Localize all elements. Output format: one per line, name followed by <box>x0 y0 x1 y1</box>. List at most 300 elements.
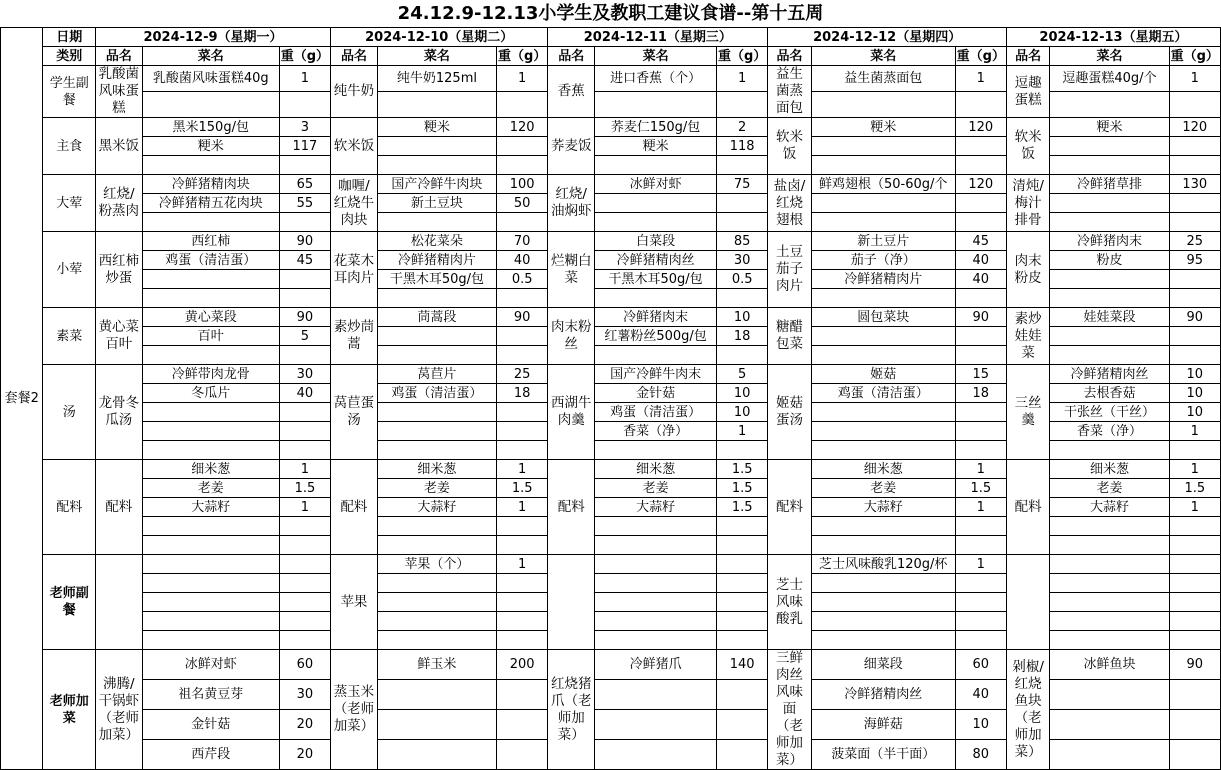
ingredient-weight: 70 <box>497 232 548 251</box>
empty-cell <box>497 137 548 156</box>
empty-cell <box>279 270 330 289</box>
empty-cell <box>717 517 768 536</box>
ingredient-weight: 90 <box>279 308 330 327</box>
ingredient-weight: 15 <box>955 365 1006 384</box>
dish-name: 素炒娃娃菜 <box>1006 308 1049 365</box>
ingredient-name: 冷鲜猪肉末 <box>1050 232 1169 251</box>
empty-cell <box>1169 289 1220 308</box>
weight-label: 重（g） <box>1170 48 1219 64</box>
empty-cell <box>811 612 955 631</box>
empty-cell <box>811 156 955 175</box>
ingredient-name: 黄心菜段 <box>142 308 279 327</box>
ingredient-weight: 1 <box>497 66 548 92</box>
ingredient-weight: 80 <box>955 740 1006 770</box>
ingredient-weight: 90 <box>955 308 1006 327</box>
ingredient-name: 新土豆块 <box>377 194 496 213</box>
empty-cell <box>717 710 768 740</box>
ingredient-weight: 0.5 <box>717 270 768 289</box>
menu-row <box>1 365 1221 384</box>
category-cell: 小荤 <box>43 232 95 308</box>
empty-cell <box>142 156 279 175</box>
empty-cell <box>377 92 496 118</box>
empty-cell <box>279 574 330 593</box>
empty-cell <box>717 346 768 365</box>
empty-cell <box>1169 740 1220 770</box>
empty-cell <box>595 740 717 770</box>
empty-cell <box>955 327 1006 346</box>
empty-cell <box>279 346 330 365</box>
dish-name <box>95 555 142 650</box>
ingredient-weight: 30 <box>279 365 330 384</box>
dish-name: 肉末粉皮 <box>1006 232 1049 308</box>
empty-cell <box>595 593 717 612</box>
empty-cell <box>811 631 955 650</box>
category-cell: 大荤 <box>43 175 95 232</box>
empty-cell <box>377 710 496 740</box>
ingredient-name: 老姜 <box>811 479 955 498</box>
dish-name <box>1006 555 1049 650</box>
ingredient-name: 冷鲜猪爪 <box>595 650 717 680</box>
weight-label: 重（g） <box>498 48 547 64</box>
menu-row <box>1 555 1221 574</box>
ingredient-name: 细米葱 <box>811 460 955 479</box>
ingredient-weight: 90 <box>1169 650 1220 680</box>
empty-cell <box>497 403 548 422</box>
empty-cell <box>377 156 496 175</box>
ingredient-name: 国产冷鲜牛肉末 <box>595 365 717 384</box>
menu-row <box>1 460 1221 479</box>
ingredient-name: 海鲜菇 <box>811 710 955 740</box>
ingredient-name: 鸡蛋（清洁蛋） <box>377 384 496 403</box>
empty-cell <box>279 631 330 650</box>
ingredient-name: 纯牛奶125ml <box>377 66 496 92</box>
ingredient-weight: 90 <box>497 308 548 327</box>
ingredient-weight: 30 <box>279 680 330 710</box>
category-cell: 老师加菜 <box>43 650 95 770</box>
ingredient-weight: 5 <box>279 327 330 346</box>
day-header: 2024-12-10（星期二） <box>331 28 548 47</box>
ingredient-name: 大蒜籽 <box>377 498 496 517</box>
empty-cell <box>811 422 955 441</box>
ingredient-weight: 55 <box>279 194 330 213</box>
dish-name: 三丝羹 <box>1006 365 1049 460</box>
empty-cell <box>1050 327 1169 346</box>
ingredient-weight: 1 <box>1169 422 1220 441</box>
empty-cell <box>595 536 717 555</box>
ingredient-name: 粳米 <box>811 118 955 137</box>
ingredient-name: 老姜 <box>377 479 496 498</box>
ingredient-weight: 1 <box>497 498 548 517</box>
ingredient-weight: 75 <box>717 175 768 194</box>
empty-cell <box>1169 213 1220 232</box>
ingredient-weight: 40 <box>955 680 1006 710</box>
ingredient-label: 菜名 <box>377 47 496 66</box>
empty-cell <box>955 593 1006 612</box>
ingredient-name: 去根香菇 <box>1050 384 1169 403</box>
menu-row <box>1 118 1221 137</box>
empty-cell <box>279 92 330 118</box>
ingredient-weight: 1 <box>955 66 1006 92</box>
ingredient-name: 冷鲜猪精肉片 <box>377 251 496 270</box>
empty-cell <box>717 740 768 770</box>
ingredient-weight: 1.5 <box>717 498 768 517</box>
empty-cell <box>377 346 496 365</box>
ingredient-weight: 1.5 <box>955 479 1006 498</box>
ingredient-name: 老姜 <box>142 479 279 498</box>
dish-name: 黑米饭 <box>95 118 142 175</box>
empty-cell <box>1169 327 1220 346</box>
empty-cell <box>717 574 768 593</box>
ingredient-name: 新土豆片 <box>811 232 955 251</box>
day-header: 2024-12-13（星期五） <box>1006 28 1220 47</box>
empty-cell <box>717 593 768 612</box>
ingredient-name: 茼蒿段 <box>377 308 496 327</box>
menu-row <box>1 175 1221 194</box>
empty-cell <box>595 92 717 118</box>
ingredient-weight: 1 <box>717 422 768 441</box>
empty-cell <box>595 517 717 536</box>
empty-cell <box>811 441 955 460</box>
ingredient-name: 大蒜籽 <box>142 498 279 517</box>
empty-cell <box>595 680 717 710</box>
menu-row <box>1 650 1221 680</box>
empty-cell <box>497 593 548 612</box>
empty-cell <box>377 536 496 555</box>
empty-cell <box>497 289 548 308</box>
dish-name: 软米饭 <box>768 118 811 175</box>
empty-cell <box>1050 270 1169 289</box>
empty-cell <box>811 289 955 308</box>
ingredient-weight: 20 <box>279 710 330 740</box>
ingredient-weight: 1 <box>279 460 330 479</box>
menu-table <box>0 27 1221 770</box>
weight-label: 重（g） <box>718 48 767 64</box>
empty-cell <box>142 441 279 460</box>
empty-cell <box>955 213 1006 232</box>
dish-name: 肉末粉丝 <box>548 308 595 365</box>
dish-name: 姬菇蛋汤 <box>768 365 811 460</box>
day-header: 2024-12-11（星期三） <box>548 28 768 47</box>
dish-name: 蒸玉米（老师加菜） <box>331 650 378 770</box>
empty-cell <box>1169 441 1220 460</box>
empty-cell <box>1050 740 1169 770</box>
empty-cell <box>717 631 768 650</box>
ingredient-weight: 10 <box>1169 403 1220 422</box>
empty-cell <box>811 403 955 422</box>
empty-cell <box>377 593 496 612</box>
ingredient-weight: 120 <box>955 175 1006 194</box>
empty-cell <box>811 194 955 213</box>
ingredient-weight: 10 <box>717 384 768 403</box>
empty-cell <box>1050 631 1169 650</box>
empty-cell <box>595 156 717 175</box>
empty-cell <box>142 612 279 631</box>
empty-cell <box>955 422 1006 441</box>
empty-cell <box>497 92 548 118</box>
ingredient-weight: 65 <box>279 175 330 194</box>
empty-cell <box>497 517 548 536</box>
empty-cell <box>377 680 496 710</box>
column-header-row <box>1 47 1221 66</box>
empty-cell <box>955 289 1006 308</box>
ingredient-label: 菜名 <box>1050 47 1169 66</box>
dish-name: 红烧猪爪（老师加菜） <box>548 650 595 770</box>
empty-cell <box>1050 346 1169 365</box>
empty-cell <box>497 156 548 175</box>
page-title: 24.12.9-12.13小学生及教职工建议食谱--第十五周 <box>397 3 824 24</box>
dish-name: 香蕉 <box>548 66 595 118</box>
empty-cell <box>1050 156 1169 175</box>
weight-label: 重（g） <box>956 48 1005 64</box>
category-cell: 学生副餐 <box>43 66 95 118</box>
dish-name: 素炒茼蒿 <box>331 308 378 365</box>
ingredient-label: 菜名 <box>595 47 717 66</box>
empty-cell <box>279 612 330 631</box>
empty-cell <box>142 631 279 650</box>
ingredient-name: 苹果（个） <box>377 555 496 574</box>
empty-cell <box>1050 137 1169 156</box>
ingredient-name: 冷鲜猪精肉丝 <box>811 680 955 710</box>
ingredient-weight: 1 <box>497 555 548 574</box>
ingredient-name: 冷鲜猪草排 <box>1050 175 1169 194</box>
ingredient-weight: 25 <box>1169 232 1220 251</box>
empty-cell <box>811 536 955 555</box>
ingredient-name: 冬瓜片 <box>142 384 279 403</box>
ingredient-label: 菜名 <box>142 47 279 66</box>
ingredient-weight: 1 <box>1169 66 1220 92</box>
ingredient-name: 香菜（净） <box>1050 422 1169 441</box>
empty-cell <box>717 156 768 175</box>
empty-cell <box>595 555 717 574</box>
day-header: 2024-12-9（星期一） <box>95 28 330 47</box>
dish-name <box>548 555 595 650</box>
empty-cell <box>1169 710 1220 740</box>
empty-cell <box>142 92 279 118</box>
empty-cell <box>142 593 279 612</box>
ingredient-weight: 117 <box>279 137 330 156</box>
ingredient-name: 金针菇 <box>142 710 279 740</box>
empty-cell <box>955 137 1006 156</box>
dish-name: 配料 <box>768 460 811 555</box>
empty-cell <box>497 441 548 460</box>
dish-name: 配料 <box>95 460 142 555</box>
dish-name: 糖醋包菜 <box>768 308 811 365</box>
ingredient-name: 干张丝（干丝） <box>1050 403 1169 422</box>
dish-name: 芝士风味酸乳 <box>768 555 811 650</box>
category-cell: 素菜 <box>43 308 95 365</box>
dish-name: 土豆茄子肉片 <box>768 232 811 308</box>
empty-cell <box>595 194 717 213</box>
empty-cell <box>497 213 548 232</box>
dish-name: 龙骨冬瓜汤 <box>95 365 142 460</box>
weight-label: 重（g） <box>280 48 330 64</box>
empty-cell <box>142 213 279 232</box>
empty-cell <box>497 346 548 365</box>
empty-cell <box>1169 194 1220 213</box>
empty-cell <box>717 555 768 574</box>
ingredient-name: 金针菇 <box>595 384 717 403</box>
dish-label: 品名 <box>548 47 595 66</box>
dish-name: 西红柿炒蛋 <box>95 232 142 308</box>
ingredient-weight: 20 <box>279 740 330 770</box>
ingredient-name: 菠菜面（半干面） <box>811 740 955 770</box>
ingredient-name: 茄子（净） <box>811 251 955 270</box>
ingredient-weight: 90 <box>1169 308 1220 327</box>
empty-cell <box>1169 680 1220 710</box>
empty-cell <box>142 270 279 289</box>
ingredient-label: 菜名 <box>811 47 955 66</box>
dish-label: 品名 <box>331 47 378 66</box>
empty-cell <box>717 213 768 232</box>
ingredient-name: 进口香蕉（个） <box>595 66 717 92</box>
dish-name: 配料 <box>331 460 378 555</box>
ingredient-name: 细米葱 <box>1050 460 1169 479</box>
empty-cell <box>1050 536 1169 555</box>
empty-cell <box>1169 536 1220 555</box>
empty-cell <box>497 422 548 441</box>
dish-label: 品名 <box>768 47 811 66</box>
ingredient-name: 细米葱 <box>377 460 496 479</box>
ingredient-weight: 1 <box>497 460 548 479</box>
empty-cell <box>142 517 279 536</box>
ingredient-weight: 1 <box>1169 498 1220 517</box>
empty-cell <box>1050 517 1169 536</box>
ingredient-weight: 10 <box>955 710 1006 740</box>
ingredient-name: 冷鲜猪肉末 <box>595 308 717 327</box>
empty-cell <box>497 631 548 650</box>
ingredient-name: 香菜（净） <box>595 422 717 441</box>
empty-cell <box>377 574 496 593</box>
empty-cell <box>377 403 496 422</box>
empty-cell <box>142 403 279 422</box>
empty-cell <box>1169 156 1220 175</box>
ingredient-weight: 1 <box>1169 460 1220 479</box>
ingredient-name: 红薯粉丝500g/包 <box>595 327 717 346</box>
menu-row <box>1 232 1221 251</box>
empty-cell <box>279 536 330 555</box>
category-cell: 配料 <box>43 460 95 555</box>
ingredient-name: 冷鲜猪精肉丝 <box>1050 365 1169 384</box>
empty-cell <box>595 710 717 740</box>
ingredient-name: 粳米 <box>377 118 496 137</box>
ingredient-name: 祖名黄豆芽 <box>142 680 279 710</box>
dish-label: 品名 <box>95 47 142 66</box>
empty-cell <box>142 346 279 365</box>
ingredient-weight: 45 <box>279 251 330 270</box>
ingredient-name: 鸡蛋（清洁蛋） <box>142 251 279 270</box>
dish-name: 乳酸菌风味蛋糕 <box>95 66 142 118</box>
ingredient-weight: 10 <box>1169 384 1220 403</box>
empty-cell <box>955 536 1006 555</box>
ingredient-weight: 18 <box>497 384 548 403</box>
empty-cell <box>377 213 496 232</box>
ingredient-weight: 25 <box>497 365 548 384</box>
empty-cell <box>1050 574 1169 593</box>
ingredient-weight: 1.5 <box>497 479 548 498</box>
ingredient-name: 乳酸菌风味蛋糕40g <box>142 66 279 92</box>
date-row <box>1 28 1221 47</box>
ingredient-name: 细米葱 <box>142 460 279 479</box>
empty-cell <box>1169 631 1220 650</box>
empty-cell <box>717 441 768 460</box>
empty-cell <box>142 555 279 574</box>
ingredient-weight: 40 <box>955 270 1006 289</box>
ingredient-name: 冷鲜猪精肉块 <box>142 175 279 194</box>
ingredient-name: 大蒜籽 <box>1050 498 1169 517</box>
empty-cell <box>497 574 548 593</box>
empty-cell <box>279 403 330 422</box>
empty-cell <box>717 92 768 118</box>
menu-row <box>1 308 1221 327</box>
ingredient-name: 松花菜朵 <box>377 232 496 251</box>
dish-name: 逗趣蛋糕 <box>1006 66 1049 118</box>
empty-cell <box>1050 710 1169 740</box>
ingredient-name: 鲜玉米 <box>377 650 496 680</box>
ingredient-name: 大蒜籽 <box>811 498 955 517</box>
day-header: 2024-12-12（星期四） <box>768 28 1007 47</box>
dish-name: 三鲜肉丝风味面（老师加菜） <box>768 650 811 770</box>
empty-cell <box>377 327 496 346</box>
empty-cell <box>142 536 279 555</box>
ingredient-weight: 1.5 <box>279 479 330 498</box>
ingredient-weight: 85 <box>717 232 768 251</box>
category-cell: 主食 <box>43 118 95 175</box>
ingredient-weight: 100 <box>497 175 548 194</box>
ingredient-weight: 1.5 <box>717 479 768 498</box>
empty-cell <box>595 631 717 650</box>
ingredient-name: 冰鲜鱼块 <box>1050 650 1169 680</box>
dish-name: 咖喱/红烧牛肉块 <box>331 175 378 232</box>
empty-cell <box>1169 517 1220 536</box>
empty-cell <box>497 710 548 740</box>
ingredient-name: 黑米150g/包 <box>142 118 279 137</box>
category-label: 类别 <box>43 47 95 66</box>
ingredient-weight: 10 <box>717 403 768 422</box>
dish-name: 清炖/梅汁排骨 <box>1006 175 1049 232</box>
ingredient-name: 白菜段 <box>595 232 717 251</box>
empty-cell <box>1050 289 1169 308</box>
empty-cell <box>279 517 330 536</box>
ingredient-weight: 5 <box>717 365 768 384</box>
ingredient-name: 冷鲜猪精肉丝 <box>595 251 717 270</box>
category-cell: 汤 <box>43 365 95 460</box>
empty-cell <box>717 536 768 555</box>
ingredient-name: 冷鲜带肉龙骨 <box>142 365 279 384</box>
empty-cell <box>811 327 955 346</box>
dish-name: 烂糊白菜 <box>548 232 595 308</box>
ingredient-name: 莴苣片 <box>377 365 496 384</box>
dish-name: 红烧/粉蒸肉 <box>95 175 142 232</box>
dish-name: 剁椒/红烧鱼块（老师加菜） <box>1006 650 1049 770</box>
empty-cell <box>955 403 1006 422</box>
ingredient-weight: 1 <box>955 498 1006 517</box>
empty-cell <box>1169 270 1220 289</box>
ingredient-name: 娃娃菜段 <box>1050 308 1169 327</box>
ingredient-name: 圆包菜块 <box>811 308 955 327</box>
empty-cell <box>497 327 548 346</box>
ingredient-name: 冰鲜对虾 <box>595 175 717 194</box>
dish-name: 沸腾/干锅虾（老师加菜） <box>95 650 142 770</box>
empty-cell <box>497 740 548 770</box>
empty-cell <box>1169 612 1220 631</box>
ingredient-name: 细米葱 <box>595 460 717 479</box>
ingredient-name: 荞麦仁150g/包 <box>595 118 717 137</box>
ingredient-weight: 40 <box>279 384 330 403</box>
dish-name: 黄心菜百叶 <box>95 308 142 365</box>
ingredient-weight: 140 <box>717 650 768 680</box>
empty-cell <box>811 92 955 118</box>
ingredient-weight: 18 <box>955 384 1006 403</box>
